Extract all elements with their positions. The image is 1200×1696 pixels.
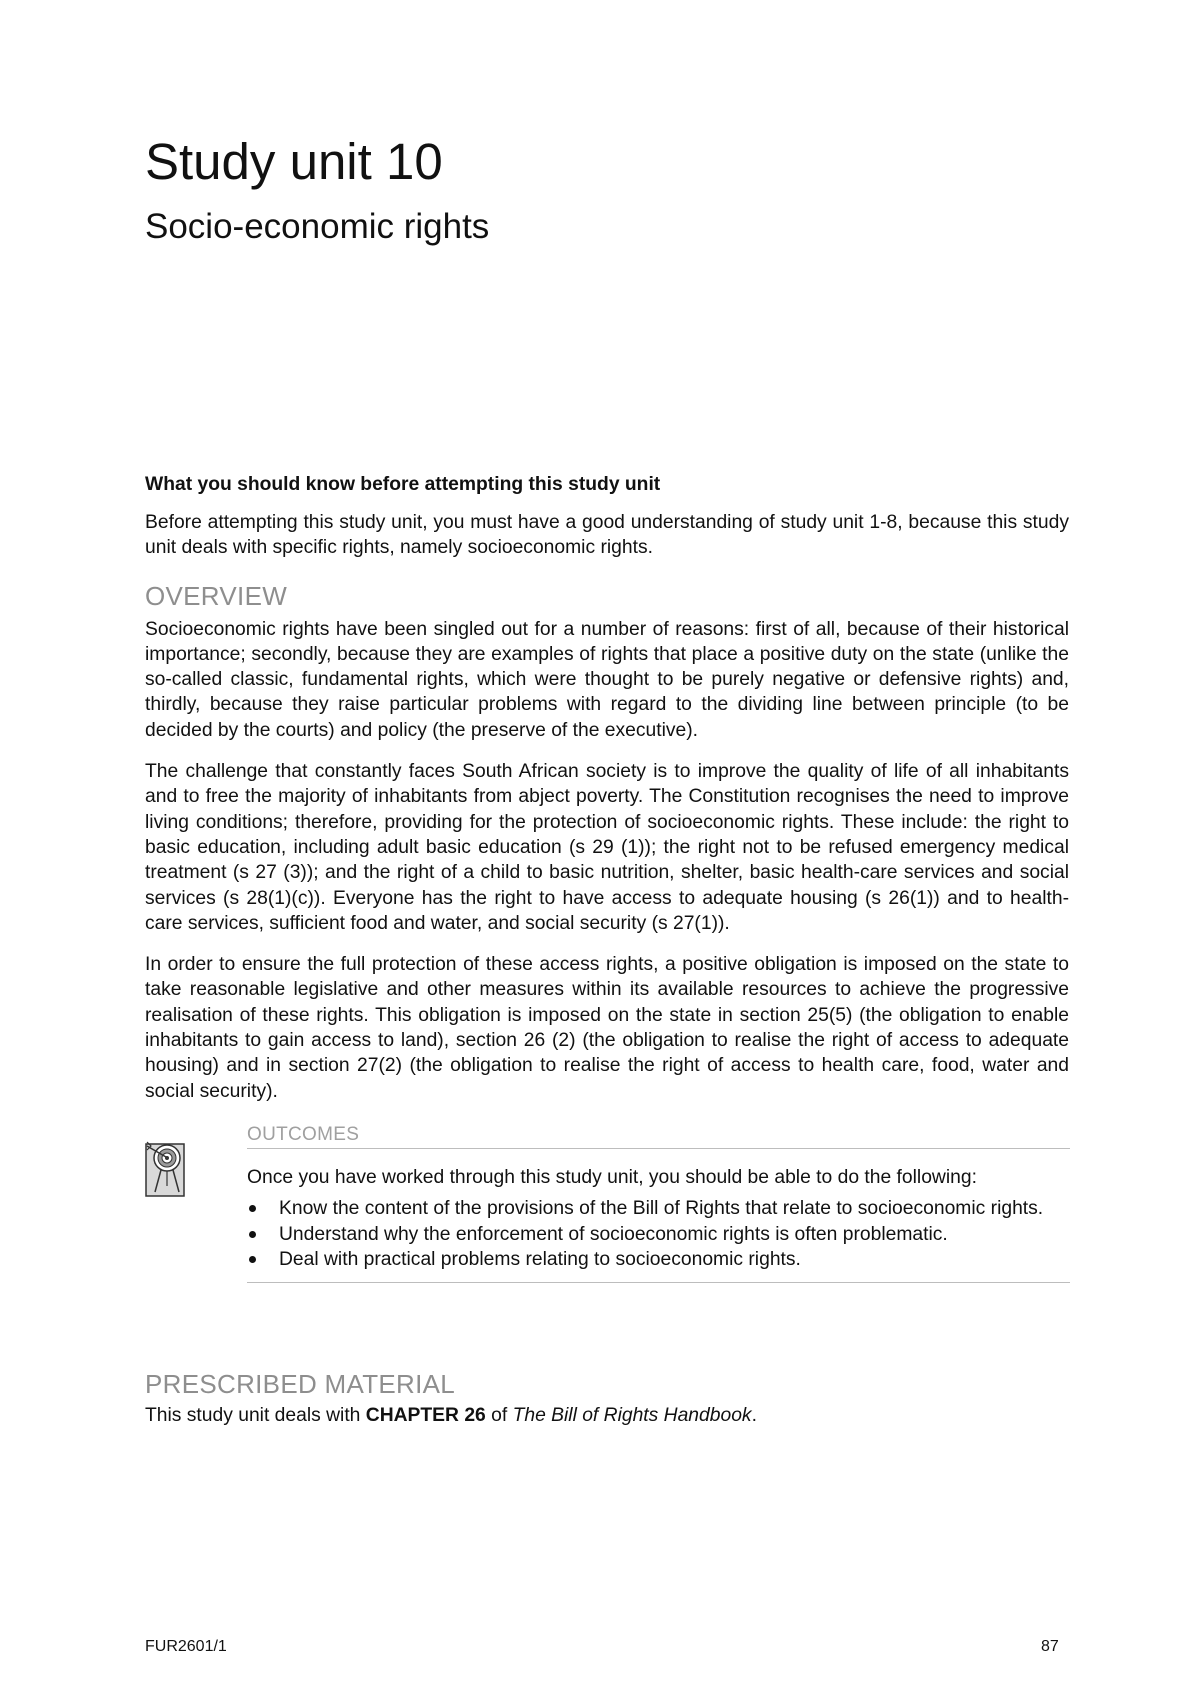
footer-module-code: FUR2601/1 [145,1638,227,1655]
bullet-icon [249,1231,256,1238]
book-title: The Bill of Rights Handbook [512,1404,752,1426]
study-unit-subtitle: Socio-economic rights [145,207,490,246]
target-icon [145,1136,185,1200]
list-item [247,1196,1059,1221]
chapter-reference: CHAPTER 26 [365,1404,486,1426]
footer-page-number: 87 [1041,1638,1059,1655]
bullet-icon [249,1205,256,1212]
prescribed-material-heading: PRESCRIBED MATERIAL [145,1368,456,1399]
outcome-text: Know the content of the provisions of the Bill of Rights that relate to socioeconomic rights. [279,1198,1044,1220]
prescribed-material-text: This study unit deals with CHAPTER 26 of The Bill of Rights Handbook. [145,1404,757,1426]
outcome-text: Deal with practical problems relating to socioeconomic rights. [279,1248,801,1270]
outcome-text: Understand why the enforcement of socioeconomic rights is often problematic. [279,1223,948,1245]
outcomes-content [247,1122,1070,1283]
outcomes-heading: OUTCOMES [247,1123,360,1145]
outcomes-box [145,1122,1069,1369]
outcomes-intro: Once you have worked through this study unit, you should be able to do the following: [247,1166,977,1188]
outcomes-bottom-divider [247,1282,1070,1283]
overview-paragraph: Socioeconomic rights have been singled out for a number of reasons: first of all, because of their historical importance; secondly, because they are examples of rights that place a positive duty on the state (unlike the so-called classic, fundamental rights, which were thought to be purely negative or defensive rights) and, thirdly, because they raise particular problems with regard to the dividing line between principle (to be decided by the courts) and policy (the preserve of the executive). [145,618,1069,741]
overview-paragraph: In order to ensure the full protection of these access rights, a positive obligation is imposed on the state to take reasonable legislative and other measures within its available resources to achieve the progressive realisation of these rights. This obligation is imposed on the state in section 25(5) (the obligation to enable inhabitants to gain access to land), section 26 (2) (the obligation to realise the right of access to adequate housing) and in section 27(2) (the obligation to realise the right of access to health care, food, water and social security). [145,954,1069,1102]
study-unit-title: Study unit 10 [145,133,443,190]
overview-heading: OVERVIEW [145,580,288,611]
main-content [145,472,1069,1428]
list-item [247,1222,1059,1247]
outcomes-list [247,1196,1070,1272]
outcomes-top-divider [247,1148,1070,1149]
prerequisites-text: Before attempting this study unit, you must have a good understanding of study unit 1-8, because this study unit deals with specific rights, namely socioeconomic rights. [145,512,1069,559]
prerequisites-heading: What you should know before attempting this study unit [145,474,661,495]
list-item [247,1247,1059,1272]
bullet-icon [249,1256,256,1263]
overview-paragraph: The challenge that constantly faces South African society is to improve the quality of life of all inhabitants and to free the majority of inhabitants from abject poverty. The Constitution recognises the need to improve living conditions; therefore, providing for the protection of socioeconomic rights. These include: the right to basic education, including adult basic education (s 29 (1)); the right not to be refused emergency medical treatment (s 27 (3)); and the right of a child to basic nutrition, shelter, basic health-care services and social services (s 28(1)(c)). Everyone has the right to have access to adequate housing (s 26(1)) and to health-care services, sufficient food and water, and social security (s 27(1)). [145,761,1069,934]
